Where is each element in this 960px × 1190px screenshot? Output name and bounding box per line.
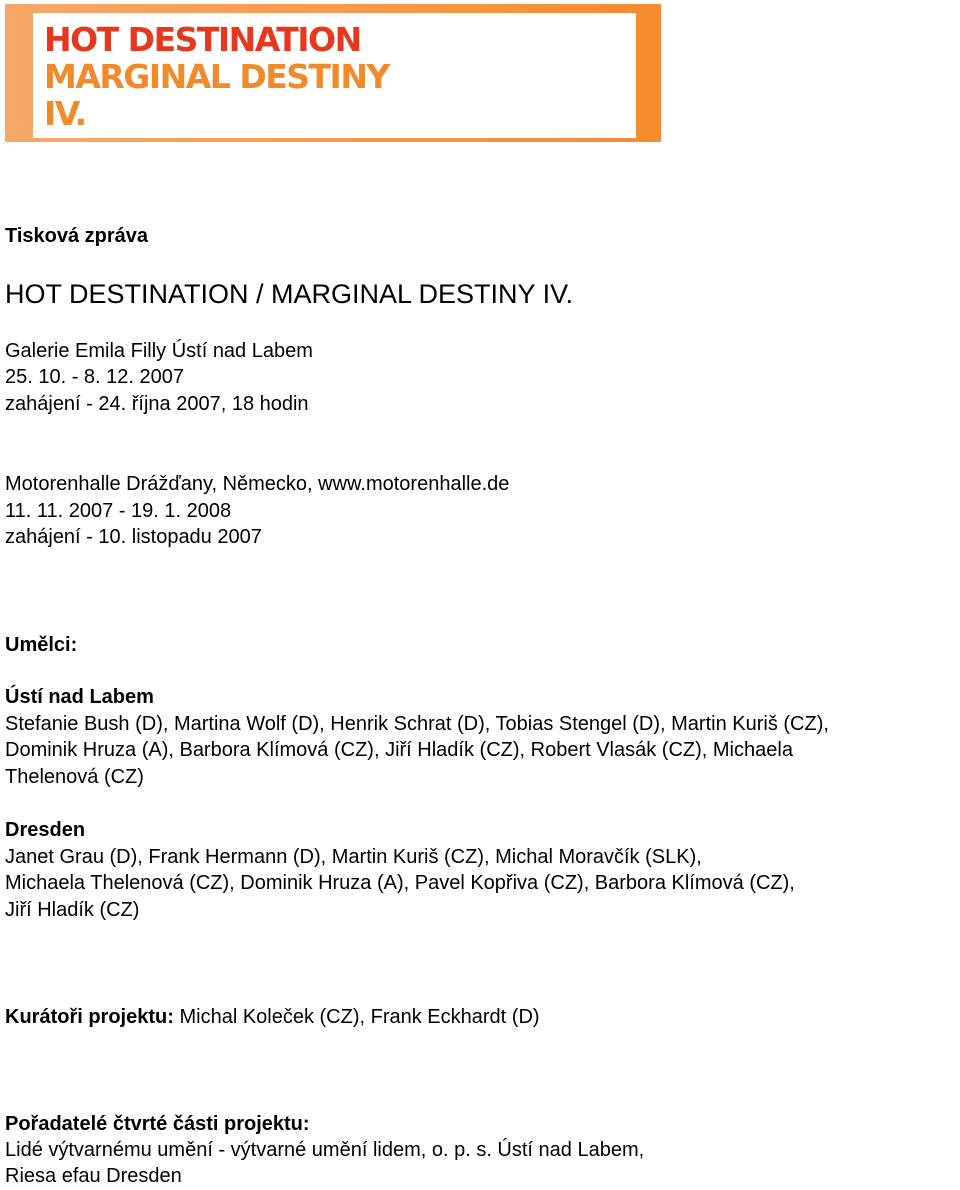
venue1-dates: 25. 10. - 8. 12. 2007 — [5, 366, 185, 388]
dresden-artists-line-3: Jiří Hladík (CZ) — [5, 899, 140, 921]
curators-label: Kurátoři projektu: — [5, 1006, 174, 1028]
page-title: HOT DESTINATION / MARGINAL DESTINY IV. — [5, 279, 574, 309]
logo-line-3: IV. — [44, 94, 86, 133]
dresden-heading: Dresden — [5, 819, 86, 841]
logo-banner — [5, 4, 661, 142]
organizers-line-2: Riesa efau Dresden — [5, 1165, 182, 1187]
venue1-opening: zahájení - 24. října 2007, 18 hodin — [5, 393, 309, 415]
venue2-dates: 11. 11. 2007 - 19. 1. 2008 — [5, 500, 232, 522]
usti-artists-line-3: Thelenová (CZ) — [5, 766, 144, 788]
organizers-heading: Pořadatelé čtvrté části projektu: — [5, 1113, 310, 1135]
usti-heading: Ústí nad Labem — [5, 686, 154, 708]
organizers-line-1: Lidé výtvarnému umění - výtvarné umění lidem, o. p. s. Ústí nad Labem, — [5, 1139, 645, 1161]
venue2-opening: zahájení - 10. listopadu 2007 — [5, 526, 262, 548]
venue2-name: Motorenhalle Drážďany, Německo, www.motorenhalle.de — [5, 473, 510, 495]
dresden-artists-line-1: Janet Grau (D), Frank Hermann (D), Martin Kuriš (CZ), Michal Moravčík (SLK), — [5, 846, 702, 868]
venue1-name: Galerie Emila Filly Ústí nad Labem — [5, 340, 313, 362]
curators-names: Michal Koleček (CZ), Frank Eckhardt (D) — [173, 1006, 540, 1028]
document-heading: Tisková zpráva — [5, 225, 149, 247]
usti-artists-line-1: Stefanie Bush (D), Martina Wolf (D), Henrik Schrat (D), Tobias Stengel (D), Martin Kuriš (CZ), — [5, 713, 829, 735]
logo-inner-panel — [33, 13, 636, 138]
usti-artists-line-2: Dominik Hruza (A), Barbora Klímová (CZ), Jiří Hladík (CZ), Robert Vlasák (CZ), Michaela — [5, 739, 793, 761]
artists-heading: Umělci: — [5, 634, 78, 656]
curators-line — [5, 1004, 540, 1031]
logo-line-2: MARGINAL DESTINY — [44, 57, 389, 96]
dresden-artists-line-2: Michaela Thelenová (CZ), Dominik Hruza (A), Pavel Kopřiva (CZ), Barbora Klímová (CZ), — [5, 872, 795, 894]
logo-line-1: HOT DESTINATION — [44, 20, 361, 59]
